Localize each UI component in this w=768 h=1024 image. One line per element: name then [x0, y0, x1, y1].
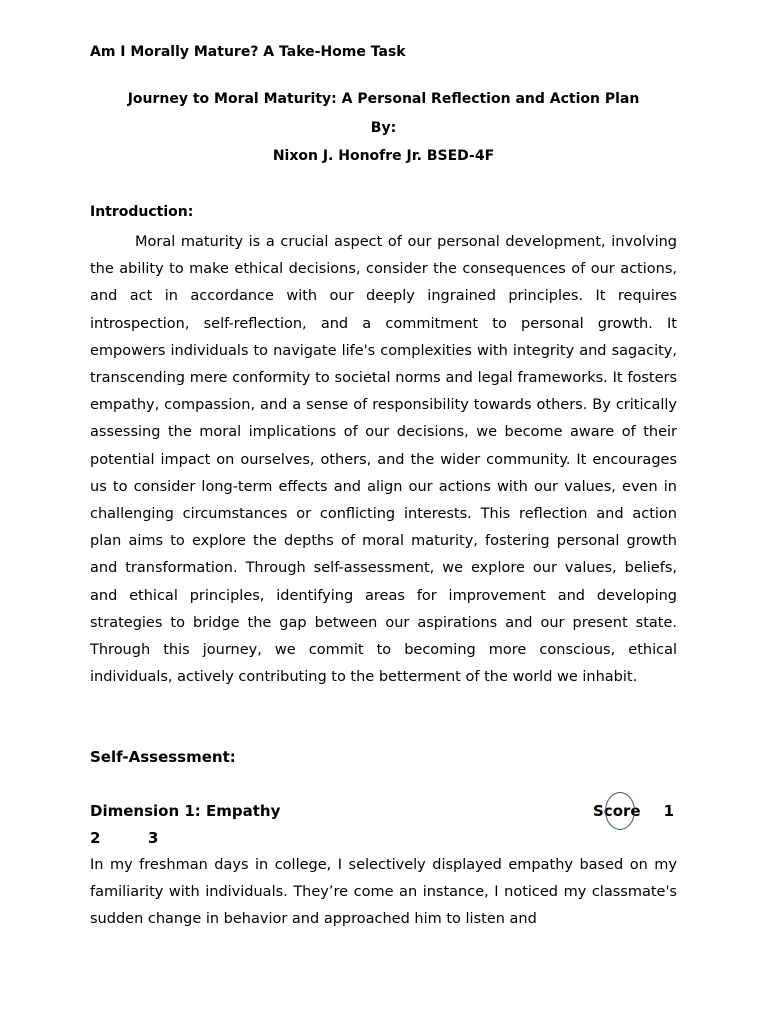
- introduction-paragraph: Moral maturity is a crucial aspect of our personal development, involving the ability to make ethical decisions, consider the consequences of our actions, and act in accordance with our deeply ingrained principles. It requires introspection, self-reflection, and a commitment to personal growth. It empowers individuals to navigate life's complexities with integrity and sagacity, transcending mere conformity to societal norms and legal frameworks. It fosters empathy, compassion, and a sense of responsibility towards others. By critically assessing the moral implications of our decisions, we become aware of their potential impact on ourselves, others, and the wider community. It encourages us to consider long-term effects and align our actions with our values, even in challenging circumstances or conflicting interests. This reflection and action plan aims to explore the depths of moral maturity, fostering personal growth and transformation. Through self-assessment, we explore our values, beliefs, and ethical principles, identifying areas for improvement and developing strategies to bridge the gap between our aspirations and our present state. Through this journey, we commit to becoming more conscious, ethical individuals, actively contributing to the betterment of the world we inhabit.: [90, 234, 677, 686]
- score-label: Score: [593, 802, 641, 820]
- dimension-title: Dimension 1: Empathy: [90, 802, 281, 820]
- dimension-row: [90, 802, 677, 820]
- score-selection-circle: [605, 792, 635, 830]
- score-option-3: 3: [148, 829, 159, 847]
- score-option-2: 2: [90, 829, 101, 847]
- self-assessment-heading: Self-Assessment:: [90, 748, 236, 766]
- empathy-paragraph: In my freshman days in college, I selectively displayed empathy based on my familiarity with individuals. They’re come an instance, I noticed my classmate's sudden change in behavior and approached him to listen and: [90, 857, 677, 928]
- score-option-1: 1: [663, 802, 674, 820]
- task-title: Am I Morally Mature? A Take-Home Task: [90, 44, 406, 60]
- score-options-row: [90, 829, 158, 847]
- document-title: Journey to Moral Maturity: A Personal Reflection and Action Plan: [127, 91, 640, 107]
- by-label: By:: [370, 120, 397, 136]
- author-line: Nixon J. Honofre Jr. BSED-4F: [272, 148, 495, 164]
- introduction-heading: Introduction:: [90, 204, 194, 220]
